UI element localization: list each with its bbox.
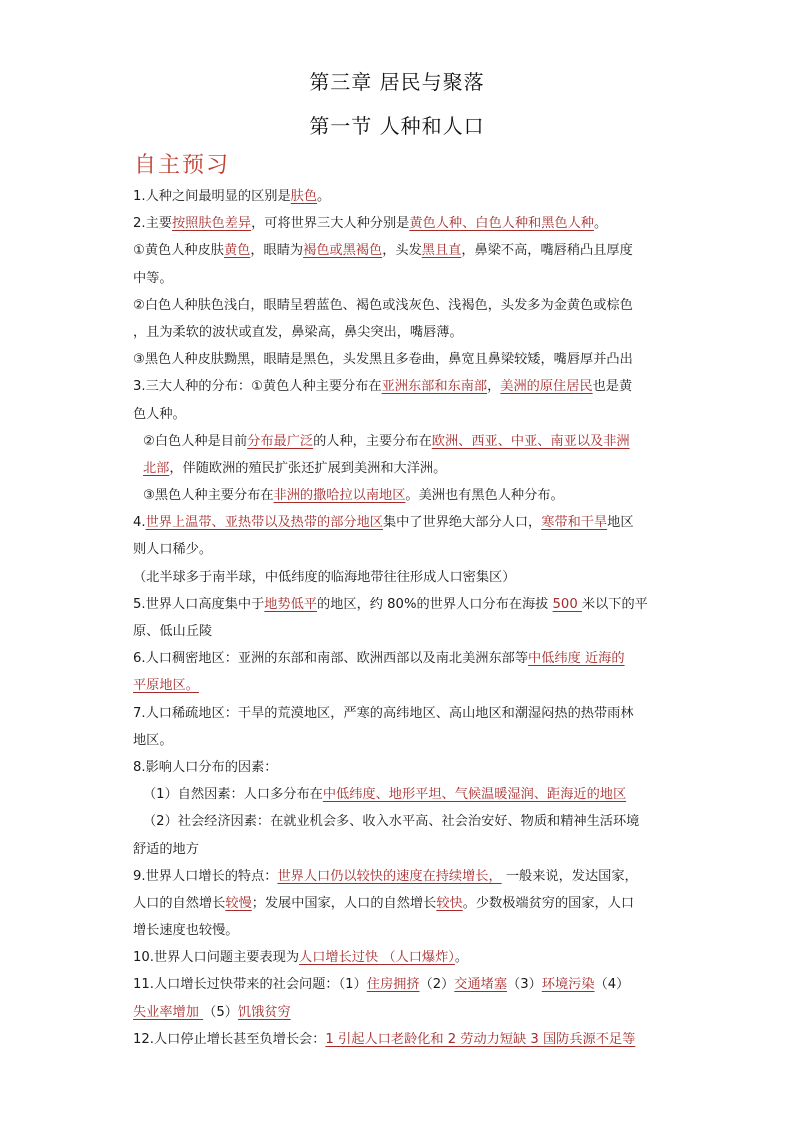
answer-text: 平原地区。 xyxy=(133,678,199,694)
text-line xyxy=(133,237,661,264)
text-run: 。 xyxy=(317,189,331,204)
text-run: 11.人口增长过快带来的社会问题：（1） xyxy=(133,977,367,993)
text-line xyxy=(133,808,661,835)
answer-text: 分布最广泛 xyxy=(247,433,314,449)
text-line xyxy=(133,482,661,509)
text-run: 5.世界人口高度集中于 xyxy=(133,596,265,612)
answer-text: 肤色 xyxy=(290,189,318,204)
text-line xyxy=(133,971,661,998)
answer-text: 亚洲东部和东南部 xyxy=(381,379,488,395)
text-run: 的地区，约 80%的世界人口分布在海拔 xyxy=(317,596,553,612)
text-line xyxy=(133,455,661,482)
text-line xyxy=(133,509,661,536)
answer-text: 较快 xyxy=(436,895,463,911)
body-text xyxy=(133,183,661,1053)
text-line xyxy=(133,836,661,863)
answer-text: 黄色 xyxy=(223,243,251,259)
text-run: 9.世界人口增长的特点： xyxy=(133,868,278,884)
answer-text: 交通堵塞 xyxy=(454,977,508,993)
text-line xyxy=(133,346,661,373)
text-run: 舒适的地方 xyxy=(133,841,199,857)
text-run: ③黑色人种皮肤黝黑，眼睛是黑色，头发黑且多卷曲，鼻宽且鼻梁较矮，嘴唇厚并凸出 xyxy=(133,352,633,368)
answer-text: 中低纬度 近海的 xyxy=(528,651,625,667)
answer-text: 饥饿贫穷 xyxy=(237,1004,291,1020)
text-line xyxy=(133,292,661,319)
text-run: ， xyxy=(487,379,501,395)
answer-text: 非洲的撒哈拉以南地区 xyxy=(273,488,406,504)
text-run: 中等。 xyxy=(133,270,173,286)
text-line xyxy=(133,319,661,346)
text-line xyxy=(133,754,661,781)
text-line xyxy=(133,917,661,944)
text-run: （北半球多于南半球，中低纬度的临海地带往往形成人口密集区） xyxy=(133,569,516,585)
text-run: ，可将世界三大人种分别是 xyxy=(251,216,410,232)
text-line xyxy=(133,890,661,917)
text-line xyxy=(133,265,661,292)
text-run: 原、低山丘陵 xyxy=(133,624,213,639)
answer-text: 环境污染 xyxy=(541,977,595,993)
answer-text: 按照肤色差异 xyxy=(171,216,252,232)
answer-text: 住房拥挤 xyxy=(366,977,420,993)
text-line xyxy=(133,373,661,400)
answer-text: 中低纬度、地形平坦、气候温暖湿润、距海近的地区 xyxy=(322,787,627,803)
text-line xyxy=(133,781,661,808)
text-run: ①黄色人种皮肤 xyxy=(133,243,224,259)
text-run: （5） xyxy=(203,1004,238,1020)
text-line xyxy=(133,700,661,727)
text-run: 1.人种之间最明显的区别是 xyxy=(133,189,291,204)
answer-text: 较慢 xyxy=(225,895,252,911)
answer-text: 世界上温带、亚热带以及热带的部分地区 xyxy=(145,515,383,531)
answer-text: 1 引起人口老龄化和 2 劳动力短缺 3 国防兵源不足等 xyxy=(325,1031,636,1047)
chapter-title: 第三章 居民与聚落 xyxy=(309,70,485,94)
text-run: （1）自然因素：人口多分布在 xyxy=(143,787,323,803)
text-run: ③黑色人种主要分布在 xyxy=(143,488,274,504)
text-run: 一般来说，发达国家， xyxy=(501,868,638,884)
text-run: 12.人口停止增长甚至负增长会： xyxy=(133,1031,326,1047)
text-run: ②白色人种是目前 xyxy=(143,433,248,449)
answer-text: 欧洲、西亚、中亚、南亚以及非洲 xyxy=(431,433,630,449)
answer-text: 褐色或黑褐色 xyxy=(303,243,383,259)
answer-text: 地势低平 xyxy=(264,596,318,612)
answer-text: 北部 xyxy=(143,460,170,476)
text-line xyxy=(133,591,661,618)
text-run: （2）社会经济因素：在就业机会多、收入水平高、社会治安好、物质和精神生活环境 xyxy=(143,814,640,830)
text-run: ②白色人种肤色浅白，眼睛呈碧蓝色、褐色或浅灰色、浅褐色，头发多为金黄色或棕色 xyxy=(133,297,633,313)
section-heading: 自主预习 xyxy=(134,153,231,178)
answer-text: 人口增长过快 （人口爆炸） xyxy=(299,950,455,966)
text-run: 。 xyxy=(454,950,469,966)
text-run: 6.人口稠密地区：亚洲的东部和南部、欧洲西部以及南北美洲东部等 xyxy=(133,651,529,667)
text-run: 7.人口稀疏地区：干旱的荒漠地区，严寒的高纬地区、高山地区和潮湿闷热的热带雨林 xyxy=(133,705,634,721)
text-run: （2） xyxy=(419,977,455,993)
text-line xyxy=(133,564,661,591)
text-line xyxy=(133,727,661,754)
text-run: 。少数极端贫穷的国家，人口 xyxy=(462,895,635,911)
text-line xyxy=(133,672,661,699)
text-run: 增长速度也较慢。 xyxy=(133,923,239,939)
text-run: 米以下的平 xyxy=(581,596,648,612)
text-line xyxy=(133,536,661,563)
text-run: 。 xyxy=(593,216,608,232)
text-line xyxy=(133,428,661,455)
answer-text: 失业率增加 xyxy=(133,1004,204,1020)
text-run: 的人种，主要分布在 xyxy=(313,433,432,449)
answer-text: 黄色人种、白色人种和黑色人种 xyxy=(409,216,594,232)
text-run: 则人口稀少。 xyxy=(133,542,213,558)
text-run: ，头发 xyxy=(382,243,422,259)
text-line xyxy=(133,183,661,210)
text-run: 地区。 xyxy=(133,732,173,748)
text-run: ，眼睛为 xyxy=(250,243,304,259)
text-run: ，鼻梁不高，嘴唇稍凸且厚度 xyxy=(461,243,633,259)
text-line xyxy=(133,210,661,237)
text-run: ，伴随欧洲的殖民扩张还扩展到美洲和大洋洲。 xyxy=(169,460,447,476)
answer-text: 世界人口仍以较快的速度在持续增长， xyxy=(277,868,502,884)
answer-text: 美洲的原住居民 xyxy=(500,379,593,395)
text-run: （4） xyxy=(594,977,630,993)
text-line xyxy=(133,863,661,890)
text-run: 也是黄 xyxy=(592,379,633,395)
text-run: 8.影响人口分布的因素： xyxy=(133,759,278,775)
text-line xyxy=(133,944,661,971)
text-line xyxy=(133,1026,661,1053)
text-run: 10.世界人口问题主要表现为 xyxy=(133,950,300,966)
text-line xyxy=(133,401,661,428)
text-line xyxy=(133,618,661,645)
section-title: 第一节 人种和人口 xyxy=(309,114,485,138)
text-line xyxy=(133,999,661,1026)
text-run: 色人种。 xyxy=(133,406,186,422)
answer-text: 黑且直 xyxy=(421,243,462,259)
answer-text: 寒带和干旱 xyxy=(541,515,608,531)
text-run: 地区 xyxy=(607,515,634,531)
text-line xyxy=(133,645,661,672)
text-run: （3） xyxy=(507,977,542,993)
text-run: ；发展中国家，人口的自然增长 xyxy=(251,895,437,911)
text-run: 3.三大人种的分布：①黄色人种主要分布在 xyxy=(133,379,382,395)
text-run: 4. xyxy=(133,515,146,531)
text-run: 。美洲也有黑色人种分布。 xyxy=(405,488,564,504)
answer-text: 500 xyxy=(552,596,582,612)
text-run: 集中了世界绝大部分人口， xyxy=(382,515,542,531)
text-run: ，且为柔软的波状或直发，鼻梁高，鼻尖突出，嘴唇薄。 xyxy=(133,324,463,340)
text-run: 2.主要 xyxy=(133,216,172,232)
text-run: 人口的自然增长 xyxy=(133,895,226,911)
